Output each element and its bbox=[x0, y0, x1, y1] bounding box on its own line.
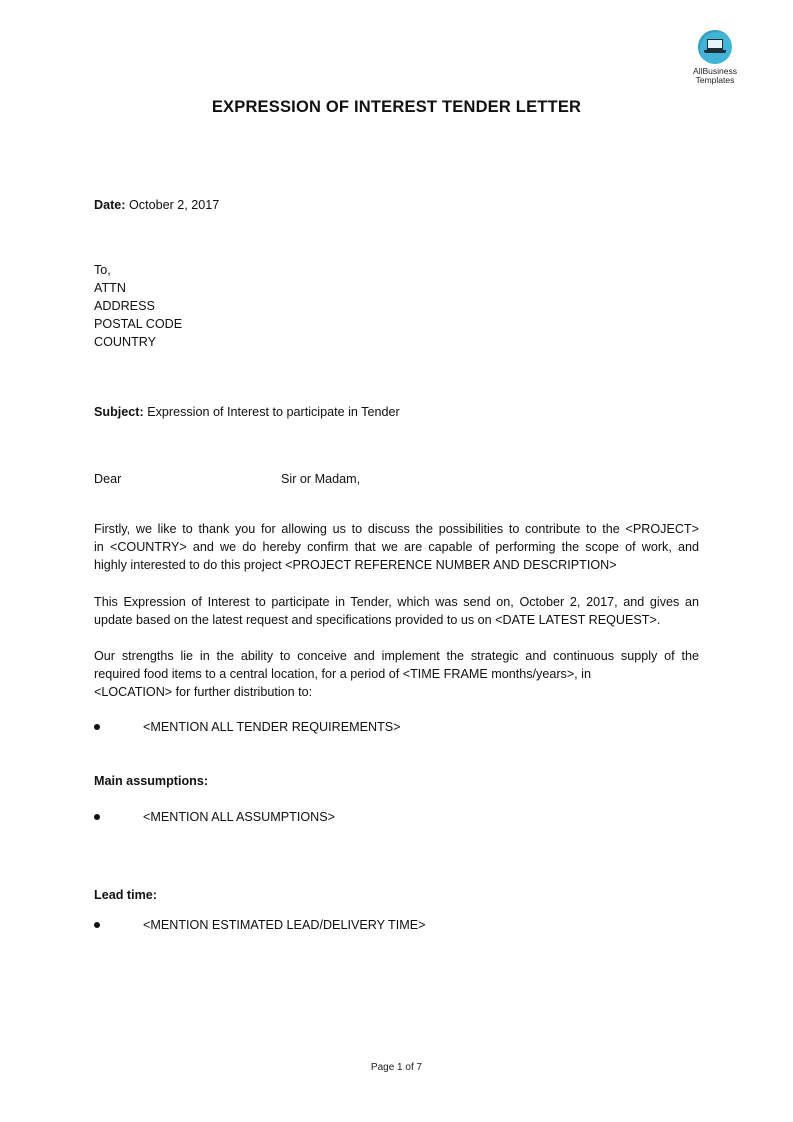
paragraph-line: update based on the latest request and specifications provided to us on <DATE LATEST REQUEST>. bbox=[94, 613, 661, 627]
allbusiness-templates-logo bbox=[683, 30, 747, 85]
logo-text bbox=[683, 67, 747, 85]
paragraph-line: in <COUNTRY> and we do hereby confirm that we are capable of performing the scope of work, and bbox=[94, 540, 699, 554]
date-line bbox=[94, 196, 219, 214]
bullet-icon bbox=[94, 724, 100, 730]
document-title: EXPRESSION OF INTEREST TENDER LETTER bbox=[211, 98, 582, 116]
bullet-icon bbox=[94, 922, 100, 928]
recipient-postal-code: POSTAL CODE bbox=[94, 317, 183, 331]
tender-requirements-item: <MENTION ALL TENDER REQUIREMENTS> bbox=[143, 720, 401, 734]
salutation-name: Sir or Madam, bbox=[281, 472, 361, 486]
subject-value: Expression of Interest to participate in Tender bbox=[147, 405, 400, 419]
bullet-icon bbox=[94, 814, 100, 820]
logo-line-1: AllBusiness bbox=[693, 66, 737, 76]
recipient-address: ADDRESS bbox=[94, 299, 155, 313]
recipient-to: To, bbox=[94, 263, 111, 277]
paragraph-intro bbox=[94, 520, 699, 574]
paragraph-line: Firstly, we like to thank you for allowing us to discuss the possibilities to contribute to the <PROJECT> bbox=[94, 522, 699, 536]
date-value: October 2, 2017 bbox=[129, 198, 220, 212]
lead-time-item: <MENTION ESTIMATED LEAD/DELIVERY TIME> bbox=[143, 918, 426, 932]
date-label: Date: bbox=[94, 198, 126, 212]
subject-label: Subject: bbox=[94, 405, 144, 419]
lead-time-heading: Lead time: bbox=[94, 888, 157, 902]
paragraph-update bbox=[94, 593, 699, 629]
paragraph-line: highly interested to do this project <PROJECT REFERENCE NUMBER AND DESCRIPTION> bbox=[94, 558, 617, 572]
assumptions-heading: Main assumptions: bbox=[94, 774, 209, 788]
paragraph-line: required food items to a central location, for a period of <TIME FRAME months/years>, in bbox=[94, 667, 591, 681]
paragraph-line: <LOCATION> for further distribution to: bbox=[94, 685, 313, 699]
recipient-country: COUNTRY bbox=[94, 335, 157, 349]
laptop-icon bbox=[698, 30, 732, 64]
paragraph-line: Our strengths lie in the ability to conceive and implement the strategic and continuous supply of the bbox=[94, 649, 699, 663]
subject-line bbox=[94, 403, 400, 421]
salutation-dear: Dear bbox=[94, 472, 122, 486]
recipient-attn: ATTN bbox=[94, 281, 126, 295]
assumptions-item: <MENTION ALL ASSUMPTIONS> bbox=[143, 810, 335, 824]
paragraph-strengths bbox=[94, 647, 699, 701]
logo-line-2: Templates bbox=[695, 75, 735, 85]
page-number: Page 1 of 7 bbox=[370, 1062, 423, 1073]
paragraph-line: This Expression of Interest to participate in Tender, which was send on, October 2, 2017, and gives an bbox=[94, 595, 699, 609]
